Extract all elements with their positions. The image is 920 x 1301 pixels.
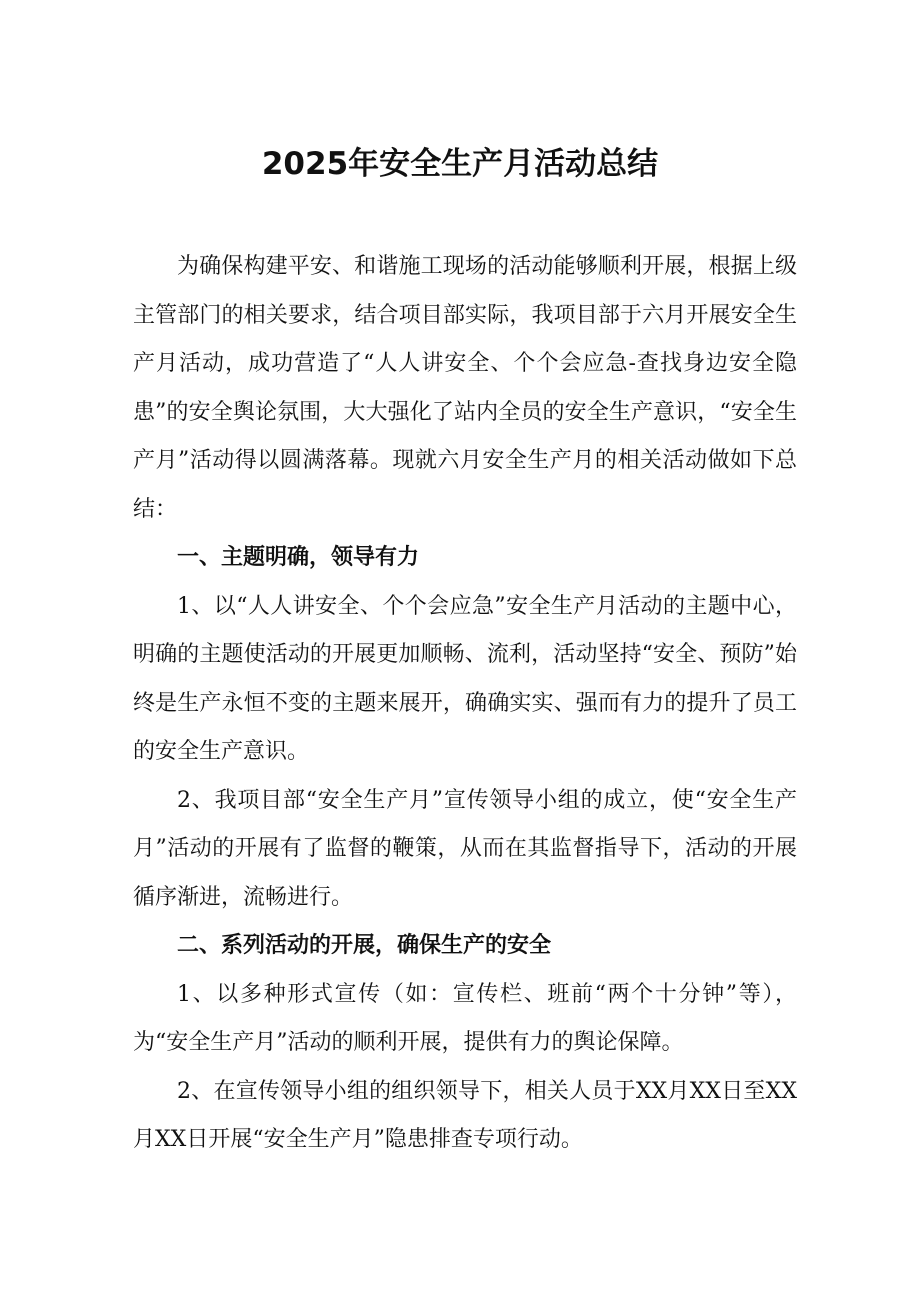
paragraph-1-2: 2、我项目部“安全生产月”宣传领导小组的成立，使“安全生产月”活动的开展有了监督的鞭策，从而在其监督指导下，活动的开展循序渐进，流畅进行。 xyxy=(133,787,797,910)
document-body xyxy=(133,243,797,1165)
paragraph-1-1: 1、以“人人讲安全、个个会应急”安全生产月活动的主题中心，明确的主题使活动的开展更加顺畅、流利，活动坚持“安全、预防”始终是生产永恒不变的主题来展开，确确实实、强而有力的提升了员工的安全生产意识。 xyxy=(133,593,797,764)
section-heading-2: 二、系列活动的开展，确保生产的安全 xyxy=(177,933,552,958)
paragraph-2-1: 1、以多种形式宣传（如：宣传栏、班前“两个十分钟”等），为“安全生产月”活动的顺利开展，提供有力的舆论保障。 xyxy=(133,981,797,1055)
section-heading-1: 一、主题明确，领导有力 xyxy=(177,545,420,570)
paragraph-intro: 为确保构建平安、和谐施工现场的活动能够顺利开展，根据上级主管部门的相关要求，结合项目部实际，我项目部于六月开展安全生产月活动，成功营造了“人人讲安全、个个会应急-查找身边安全隐患”的安全舆论氛围，大大强化了站内全员的安全生产意识，“安全生产月”活动得以圆满落幕。现就六月安全生产月的相关活动做如下总结： xyxy=(133,254,797,522)
document-title: 2025年安全生产月活动总结 xyxy=(261,146,659,182)
paragraph-2-2: 2、在宣传领导小组的组织领导下，相关人员于XX月XX日至XX月XX日开展“安全生产月”隐患排查专项行动。 xyxy=(133,1078,797,1152)
